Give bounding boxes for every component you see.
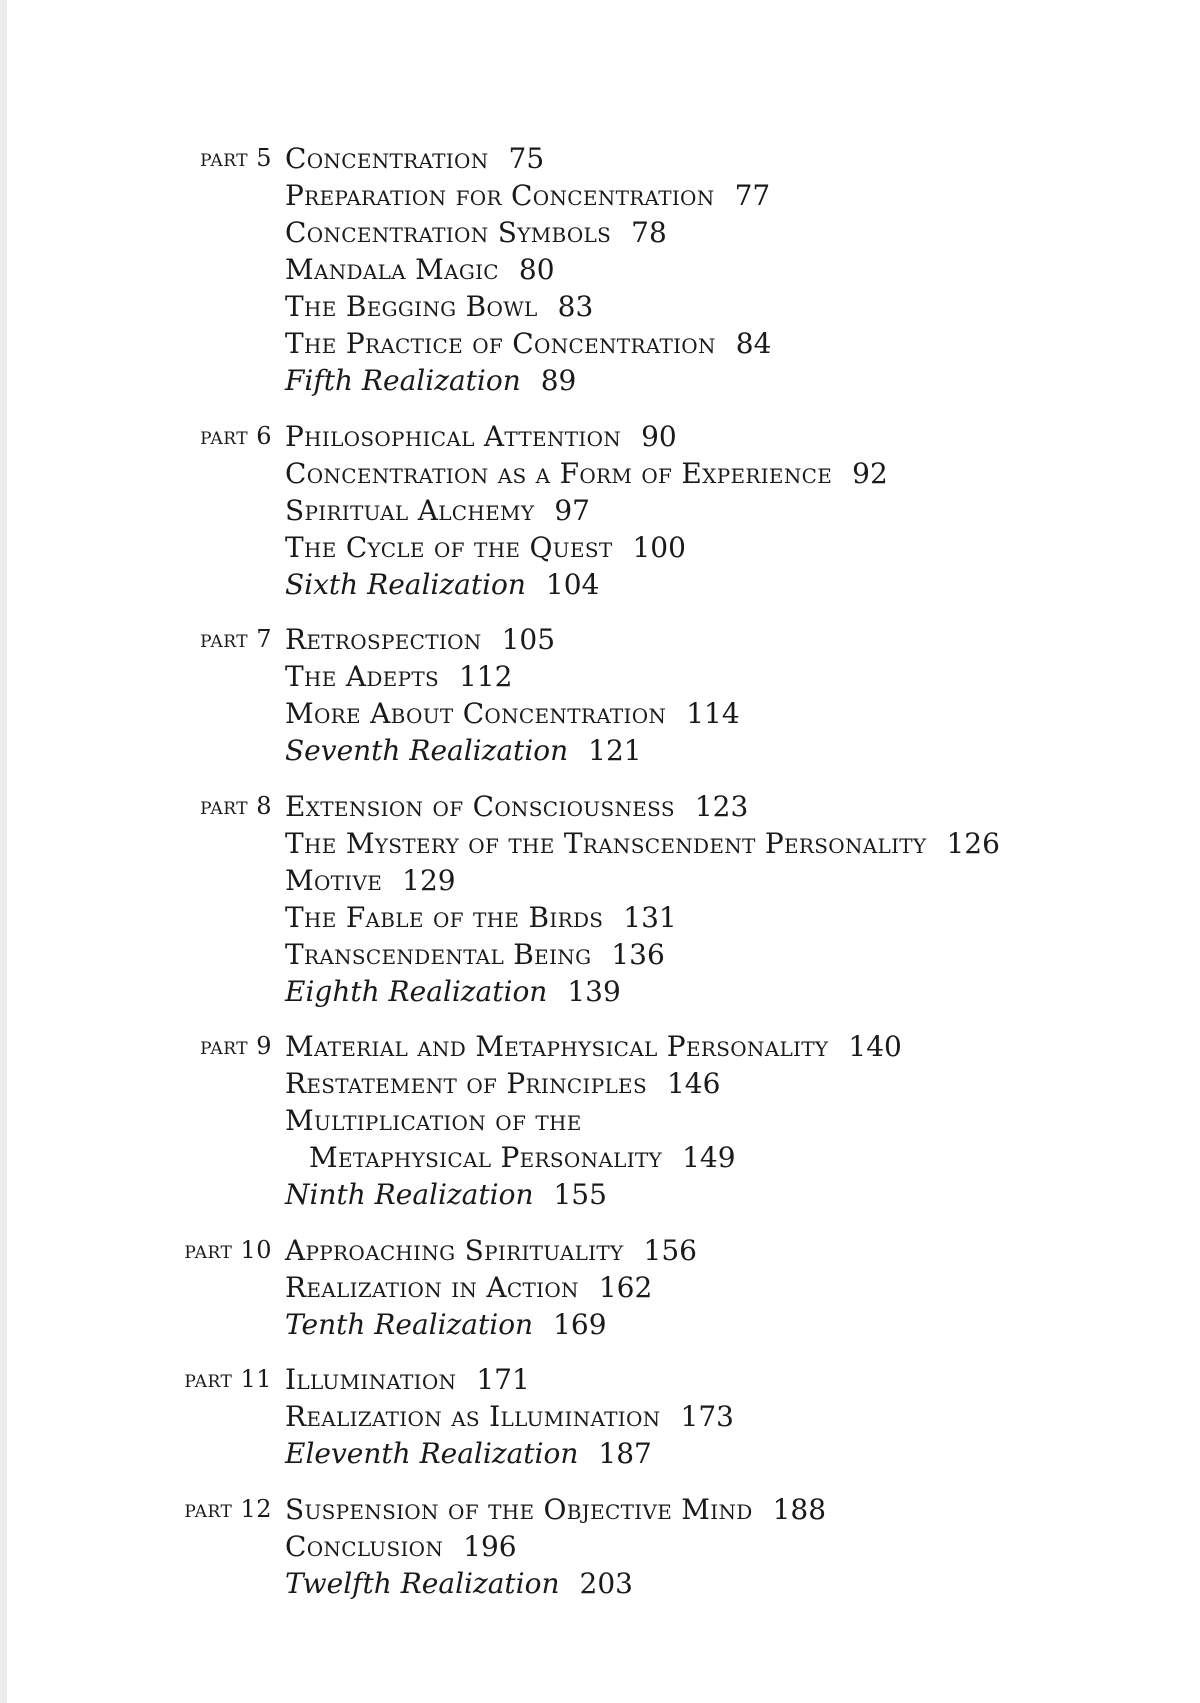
toc-entry[interactable] bbox=[285, 1232, 1200, 1269]
toc-entries bbox=[285, 1491, 1200, 1602]
toc-entry[interactable] bbox=[285, 732, 1200, 769]
entry-page-number: 171 bbox=[476, 1363, 530, 1396]
toc-entries bbox=[285, 1361, 1200, 1472]
table-of-contents bbox=[7, 140, 1200, 1620]
toc-entry[interactable] bbox=[285, 418, 1200, 455]
toc-entry[interactable] bbox=[285, 899, 1200, 936]
entry-title: The Adepts bbox=[285, 660, 439, 693]
part-label: part 10 bbox=[184, 1235, 272, 1264]
toc-entry[interactable] bbox=[285, 1528, 1200, 1565]
entry-title: Seventh Realization bbox=[285, 734, 569, 767]
toc-entries bbox=[285, 621, 1200, 769]
toc-entries bbox=[285, 1028, 1200, 1213]
toc-entry[interactable] bbox=[285, 325, 1200, 362]
toc-entries bbox=[285, 140, 1200, 399]
entry-title: Eighth Realization bbox=[285, 974, 548, 1008]
toc-entry[interactable] bbox=[285, 214, 1200, 251]
entry-page-number: 129 bbox=[402, 863, 456, 897]
entry-page-number: 140 bbox=[848, 1030, 902, 1063]
entry-page-number: 80 bbox=[518, 253, 555, 286]
toc-entries bbox=[285, 1232, 1200, 1343]
entry-title: Tenth Realization bbox=[285, 1307, 534, 1341]
entry-title: Sixth Realization bbox=[285, 567, 526, 601]
toc-entry[interactable] bbox=[285, 862, 1200, 899]
entry-title: Philosophical Attention bbox=[285, 419, 622, 453]
entry-page-number: 131 bbox=[623, 900, 677, 934]
entry-page-number: 114 bbox=[686, 697, 740, 730]
book-page bbox=[7, 0, 1200, 1703]
entry-page-number: 112 bbox=[458, 660, 513, 693]
entry-page-number: 136 bbox=[611, 937, 665, 971]
entry-page-number: 77 bbox=[734, 179, 771, 212]
entry-page-number: 78 bbox=[631, 216, 667, 249]
entry-title: Restatement of Principles bbox=[285, 1067, 647, 1100]
toc-entry[interactable] bbox=[285, 1361, 1200, 1398]
entry-page-number: 104 bbox=[545, 567, 600, 601]
entry-title: Eleventh Realization bbox=[285, 1437, 579, 1470]
toc-entry[interactable] bbox=[285, 936, 1200, 973]
entry-title: Spiritual Alchemy bbox=[285, 493, 535, 527]
entry-title: Realization as Illumination bbox=[285, 1400, 661, 1433]
toc-entry[interactable] bbox=[285, 1398, 1200, 1435]
entry-title: Conclusion bbox=[285, 1529, 444, 1563]
entry-title: The Begging Bowl bbox=[285, 290, 538, 323]
toc-entry[interactable] bbox=[285, 288, 1200, 325]
part-label: part 8 bbox=[200, 791, 272, 820]
entry-title: Realization in Action bbox=[285, 1270, 579, 1304]
part-label: part 5 bbox=[200, 144, 272, 172]
entry-page-number: 196 bbox=[463, 1529, 517, 1563]
entry-title: The Fable of the Birds bbox=[285, 900, 604, 934]
toc-entry[interactable] bbox=[285, 1065, 1200, 1102]
entry-title: Concentration Symbols bbox=[285, 216, 612, 249]
toc-entry[interactable] bbox=[285, 1139, 1200, 1176]
part-label: part 9 bbox=[200, 1032, 272, 1060]
part-label: part 7 bbox=[200, 625, 272, 653]
toc-entry[interactable] bbox=[285, 1306, 1200, 1343]
toc-entry[interactable] bbox=[285, 251, 1200, 288]
entry-page-number: 156 bbox=[643, 1233, 697, 1267]
toc-part bbox=[7, 1232, 1200, 1343]
entry-page-number: 123 bbox=[694, 789, 749, 823]
entry-page-number: 187 bbox=[598, 1437, 652, 1470]
entry-page-number: 188 bbox=[772, 1492, 827, 1526]
toc-entry[interactable] bbox=[285, 1102, 1200, 1139]
entry-title: Ninth Realization bbox=[285, 1178, 534, 1211]
entry-page-number: 97 bbox=[554, 493, 590, 527]
entry-title: Preparation for Concentration bbox=[285, 179, 715, 212]
entry-title: Material and Metaphysical Personality bbox=[285, 1030, 829, 1063]
toc-entry[interactable] bbox=[285, 1491, 1200, 1528]
entry-page-number: 203 bbox=[579, 1566, 633, 1600]
entry-page-number: 92 bbox=[852, 456, 888, 490]
entry-page-number: 89 bbox=[540, 364, 577, 397]
entry-page-number: 75 bbox=[508, 142, 545, 175]
entry-title: Fifth Realization bbox=[285, 364, 521, 397]
toc-entry[interactable] bbox=[285, 1269, 1200, 1306]
entry-title: Approaching Spirituality bbox=[285, 1233, 624, 1267]
toc-entry[interactable] bbox=[285, 973, 1200, 1010]
entry-title: The Mystery of the Transcendent Personality bbox=[285, 826, 927, 860]
entry-page-number: 149 bbox=[682, 1141, 736, 1174]
toc-part bbox=[7, 1491, 1200, 1602]
toc-part bbox=[7, 788, 1200, 1010]
entry-page-number: 173 bbox=[680, 1400, 734, 1433]
toc-entry[interactable] bbox=[285, 825, 1200, 862]
toc-entry[interactable] bbox=[285, 529, 1200, 566]
toc-entry[interactable] bbox=[285, 658, 1200, 695]
entry-title: Metaphysical Personality bbox=[309, 1141, 663, 1174]
toc-entry[interactable] bbox=[285, 140, 1200, 177]
entry-title: Motive bbox=[285, 863, 383, 897]
entry-title: Retrospection bbox=[285, 623, 482, 656]
entry-page-number: 83 bbox=[557, 290, 594, 323]
entry-page-number: 169 bbox=[553, 1307, 607, 1341]
entry-page-number: 139 bbox=[567, 974, 621, 1008]
entry-title: More About Concentration bbox=[285, 697, 667, 730]
entry-title: Transcendental Being bbox=[285, 937, 592, 971]
toc-part bbox=[7, 1361, 1200, 1472]
part-label: part 12 bbox=[184, 1494, 272, 1523]
entry-title: Twelfth Realization bbox=[285, 1566, 560, 1600]
entry-page-number: 155 bbox=[553, 1178, 607, 1211]
part-label: part 6 bbox=[200, 421, 272, 450]
entry-page-number: 84 bbox=[735, 327, 772, 360]
toc-entries bbox=[285, 418, 1200, 603]
toc-part bbox=[7, 140, 1200, 399]
entry-title: Concentration bbox=[285, 142, 489, 175]
toc-entry[interactable] bbox=[285, 455, 1200, 492]
entry-title: Suspension of the Objective Mind bbox=[285, 1492, 753, 1526]
toc-entry[interactable] bbox=[285, 177, 1200, 214]
entry-page-number: 126 bbox=[946, 826, 1000, 860]
toc-entry[interactable] bbox=[285, 362, 1200, 399]
toc-entry[interactable] bbox=[285, 1565, 1200, 1602]
toc-part bbox=[7, 621, 1200, 769]
entry-title: Concentration as a Form of Experience bbox=[285, 456, 833, 490]
toc-part bbox=[7, 418, 1200, 603]
toc-entry[interactable] bbox=[285, 566, 1200, 603]
toc-entry[interactable] bbox=[285, 621, 1200, 658]
entry-page-number: 105 bbox=[501, 623, 556, 656]
entry-title: Extension of Consciousness bbox=[285, 789, 675, 823]
toc-entry[interactable] bbox=[285, 1435, 1200, 1472]
toc-entries bbox=[285, 788, 1200, 1010]
entry-title: The Practice of Concentration bbox=[285, 327, 716, 360]
entry-title: The Cycle of the Quest bbox=[285, 530, 613, 564]
entry-title: Mandala Magic bbox=[285, 253, 499, 286]
toc-entry[interactable] bbox=[285, 492, 1200, 529]
toc-entry[interactable] bbox=[285, 1176, 1200, 1213]
entry-page-number: 121 bbox=[588, 734, 642, 767]
part-label: part 11 bbox=[184, 1365, 272, 1393]
entry-page-number: 146 bbox=[666, 1067, 721, 1100]
entry-title: Multiplication of the bbox=[285, 1104, 582, 1137]
entry-page-number: 100 bbox=[632, 530, 686, 564]
toc-entry[interactable] bbox=[285, 1028, 1200, 1065]
toc-entry[interactable] bbox=[285, 695, 1200, 732]
entry-page-number: 90 bbox=[641, 419, 677, 453]
toc-entry[interactable] bbox=[285, 788, 1200, 825]
toc-part bbox=[7, 1028, 1200, 1213]
entry-page-number: 162 bbox=[598, 1270, 653, 1304]
entry-title: Illumination bbox=[285, 1363, 457, 1396]
